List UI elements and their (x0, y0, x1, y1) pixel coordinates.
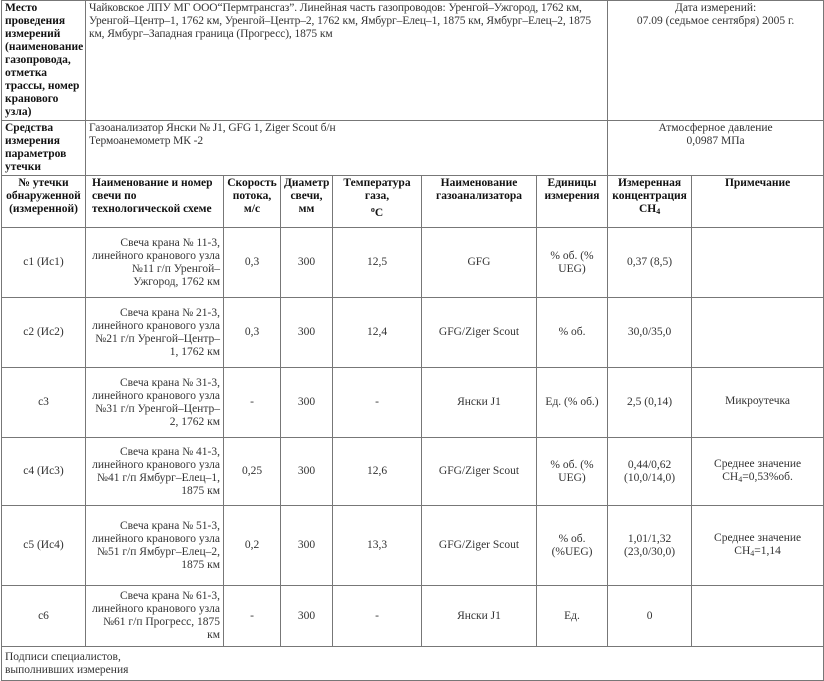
col-conc (608, 176, 692, 228)
column-header-row (2, 176, 824, 228)
place-value: Чайковское ЛПУ МГ ООО“Пермтрансгаз”. Линейная часть газопроводов: Уренгой–Ужгород, 1762 км, Уренгой–Центр–1, 1762 км, Уренгой–Центр–2, 1762 км, Ямбург–Елец–1, 1875 км, Ямбург–Елец–2, 1875 км, Ямбург–Западная граница (Прогресс), 1875 км (86, 1, 608, 121)
col-speed: Скорость потока, м/с (224, 176, 281, 228)
col-conc-sub: 4 (656, 207, 661, 216)
candle-name: Свеча крана № 61-3, линейного кранового узла №61 г/п Прогресс, 1875 км (86, 586, 224, 647)
date-label: Дата измерений: (674, 2, 757, 14)
concentration: 2,5 (0,14) (608, 368, 692, 438)
units: % об. (% UEG) (537, 438, 608, 506)
units: % об. (% UEG) (537, 228, 608, 298)
diameter: 300 (281, 298, 333, 368)
note-sub: 4 (738, 474, 743, 484)
col-conc-ch: CH (638, 203, 657, 215)
speed: - (224, 586, 281, 647)
analyzer: GFG/Ziger Scout (422, 506, 537, 586)
units: % об. (%UEG) (537, 506, 608, 586)
pressure-cell (608, 121, 824, 176)
concentration: 0,44/0,62 (10,0/14,0) (608, 438, 692, 506)
diameter: 300 (281, 586, 333, 647)
note-text: Среднее значение CH (714, 457, 802, 483)
analyzer: GFG (422, 228, 537, 298)
candle-name: Свеча крана № 41-3, линейного кранового узла №41 г/п Ямбург–Елец–1, 1875 км (86, 438, 224, 506)
analyzer: GFG/Ziger Scout (422, 298, 537, 368)
col-temp-unit: С (374, 207, 384, 219)
note (692, 228, 824, 298)
table-row (2, 438, 824, 506)
col-leak-no: № утечки обнаруженной (измеренной) (2, 176, 86, 228)
speed: 0,3 (224, 298, 281, 368)
leak-id: с5 (Ис4) (2, 506, 86, 586)
col-note: Примечание (692, 176, 824, 228)
candle-name: Свеча крана № 51-3, линейного кранового узла №51 г/п Ямбург–Елец–2, 1875 км (86, 506, 224, 586)
concentration: 0,37 (8,5) (608, 228, 692, 298)
instruments-row (2, 121, 824, 176)
speed: 0,2 (224, 506, 281, 586)
concentration: 0 (608, 586, 692, 647)
temp: 13,3 (333, 506, 422, 586)
note-text: Микроутечка (725, 395, 791, 407)
temp: 12,4 (333, 298, 422, 368)
col-temp (333, 176, 422, 228)
concentration: 1,01/1,32 (23,0/30,0) (608, 506, 692, 586)
pressure-value: 0,0987 МПа (686, 135, 745, 147)
candle-name: Свеча крана № 11-3, линейного кранового узла №11 г/п Уренгой–Ужгород, 1762 км (86, 228, 224, 298)
units: Ед. (537, 586, 608, 647)
units: % об. (537, 298, 608, 368)
table-row (2, 506, 824, 586)
table-row (2, 368, 824, 438)
instruments-value-2: Термоанемометр МК -2 (89, 135, 203, 147)
instruments-label: Средства измерения параметров утечки (2, 121, 86, 176)
note (692, 298, 824, 368)
temp: - (333, 586, 422, 647)
note (692, 368, 824, 438)
col-candle: Наименование и номер свечи по технологической схеме (86, 176, 224, 228)
col-conc-main: Измеренная концентрация (612, 177, 687, 202)
speed: 0,3 (224, 228, 281, 298)
date-cell (608, 1, 824, 121)
col-temp-main: Температура газа, (343, 177, 411, 202)
diameter: 300 (281, 438, 333, 506)
speed: - (224, 368, 281, 438)
note (692, 586, 824, 647)
temp: 12,5 (333, 228, 422, 298)
units: Ед. (% об.) (537, 368, 608, 438)
diameter: 300 (281, 506, 333, 586)
place-label: Место проведения измерений (наименование газопровода, отметка трассы, номер кранового узла) (2, 1, 86, 121)
signatures-cell (2, 647, 824, 681)
leak-id: с6 (2, 586, 86, 647)
note-tail: =1,14 (754, 544, 781, 557)
col-temp-deg: о (370, 205, 375, 214)
date-value: 07.09 (седьмое сентября) 2005 г. (636, 15, 795, 27)
note (692, 438, 824, 506)
instruments-value-1: Газоанализатор Янски № J1, GFG 1, Ziger Scout б/н (89, 122, 336, 134)
leak-id: с2 (Ис2) (2, 298, 86, 368)
place-row (2, 1, 824, 121)
col-analyzer: Наименование газоанализатора (422, 176, 537, 228)
candle-name: Свеча крана № 21-3, линейного кранового узла №21 г/п Уренгой–Центр–1, 1762 км (86, 298, 224, 368)
protocol-table (1, 0, 824, 681)
leak-id: с4 (Ис3) (2, 438, 86, 506)
pressure-label: Атмосферное давление (658, 122, 773, 134)
analyzer: GFG/Ziger Scout (422, 438, 537, 506)
analyzer: Янски J1 (422, 586, 537, 647)
temp: 12,6 (333, 438, 422, 506)
temp: - (333, 368, 422, 438)
candle-name: Свеча крана № 31-3, линейного кранового узла №31 г/п Уренгой–Центр–2, 1762 км (86, 368, 224, 438)
signatures-label: Подписи специалистов, выполнивших измерения (5, 651, 129, 676)
note (692, 506, 824, 586)
note-sub: 4 (750, 548, 755, 558)
leak-id: с1 (Ис1) (2, 228, 86, 298)
analyzer: Янски J1 (422, 368, 537, 438)
note-tail: =0,53%об. (742, 470, 793, 483)
instruments-value (86, 121, 608, 176)
table-row (2, 298, 824, 368)
signatures-row (2, 647, 824, 681)
col-units: Единицы измерения (537, 176, 608, 228)
table-row (2, 228, 824, 298)
col-diameter: Диаметр свечи, мм (281, 176, 333, 228)
concentration: 30,0/35,0 (608, 298, 692, 368)
leak-id: с3 (2, 368, 86, 438)
speed: 0,25 (224, 438, 281, 506)
diameter: 300 (281, 228, 333, 298)
diameter: 300 (281, 368, 333, 438)
table-row (2, 586, 824, 647)
note-text: Среднее значение CH (714, 531, 802, 557)
